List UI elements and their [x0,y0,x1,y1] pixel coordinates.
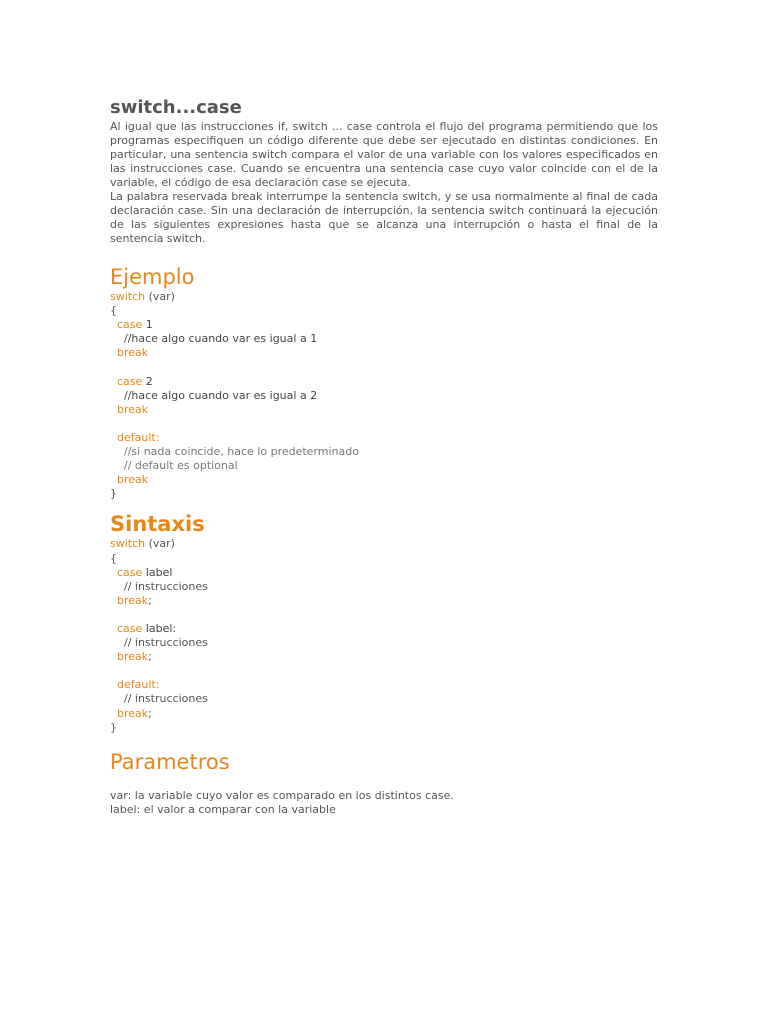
switch-argument: (var) [145,537,175,551]
code-line [110,304,658,318]
blank-line [110,360,658,374]
page-title: switch...case [110,97,242,118]
semicolon: ; [148,593,152,607]
blank-line [110,417,658,431]
code-comment: //si nada coincide, hace lo predeterminado [124,445,359,459]
code-line [110,692,658,706]
code-line [110,636,658,650]
code-line [110,445,658,459]
code-comment: //hace algo cuando var es igual a 2 [124,388,318,402]
switch-argument: (var) [145,290,175,303]
code-line [110,537,658,551]
intro-paragraph-2: La palabra reservada break interrumpe la sentencia switch, y se usa normalmente al final de cada declaración case. Sin una declaración de interrupción, la sentencia switch continuará la ejecución de las siguientes expresiones hasta que se alcanza una interrupción o hasta el final de la sentencia switch. [110,190,658,245]
code-line [110,332,658,346]
code-line [110,487,658,501]
code-line [110,678,658,692]
param-var: var: la variable cuyo valor es comparado en los distintos case. [110,788,454,802]
code-comment: // instrucciones [124,636,208,650]
sintaxis-section [110,511,658,734]
code-line [110,580,658,594]
code-line [110,650,658,664]
case-label: label: [142,621,177,635]
ejemplo-code-block [110,290,658,501]
code-line [110,721,658,735]
sintaxis-heading: Sintaxis [110,512,205,537]
switch-keyword: switch [110,290,146,303]
code-comment: // instrucciones [124,579,208,593]
code-line [110,375,658,389]
open-brace: { [110,551,117,565]
break-keyword: break [117,402,149,416]
code-line [110,431,658,445]
case-keyword: case [117,374,143,388]
code-line [110,552,658,566]
close-brace: } [110,487,117,501]
close-brace: } [110,720,117,734]
parametros-list [110,789,658,817]
semicolon: ; [148,706,152,720]
code-line [110,318,658,332]
code-line [110,290,658,304]
break-keyword: break [117,473,149,487]
code-comment: //hace algo cuando var es igual a 1 [124,332,318,346]
code-line [110,707,658,721]
code-line [110,346,658,360]
param-label: label: el valor a comparar con la variable [110,802,336,816]
case-keyword: case [117,621,143,635]
code-line [110,389,658,403]
document-content [110,96,658,817]
blank-line [110,608,658,622]
case-value: 1 [142,318,153,332]
code-line [110,566,658,580]
default-keyword: default: [117,430,160,444]
blank-line [110,664,658,678]
code-comment: // default es optional [124,459,238,473]
break-keyword: break [117,706,149,720]
intro-paragraph-1: Al igual que las instrucciones if, switch ... case controla el flujo del programa permitiendo que los programas especifiquen un código diferente que debe ser ejecutado en distintas condiciones. En particular, una sentencia switch compara el valor de una variable con los valores especificados en las instrucciones case. Cuando se encuentra una sentencia case cuyo valor coincide con el de la variable, el código de esa declaración case se ejecuta. [110,120,658,189]
case-keyword: case [117,318,143,332]
code-line [110,473,658,487]
parametros-section [110,749,658,817]
switch-keyword: switch [110,537,146,551]
code-comment: // instrucciones [124,692,208,706]
default-keyword: default: [117,678,160,692]
ejemplo-section [110,264,658,501]
break-keyword: break [117,650,149,664]
open-brace: { [110,304,117,318]
code-line [110,403,658,417]
code-line [110,594,658,608]
case-value: 2 [142,374,153,388]
code-line [110,459,658,473]
intro-section [110,120,658,246]
case-keyword: case [117,565,143,579]
sintaxis-code-block [110,537,658,734]
parametros-heading: Parametros [110,749,230,774]
break-keyword: break [117,346,149,360]
break-keyword: break [117,593,149,607]
ejemplo-heading: Ejemplo [110,265,195,289]
semicolon: ; [148,650,152,664]
case-label: label [142,565,173,579]
code-line [110,622,658,636]
